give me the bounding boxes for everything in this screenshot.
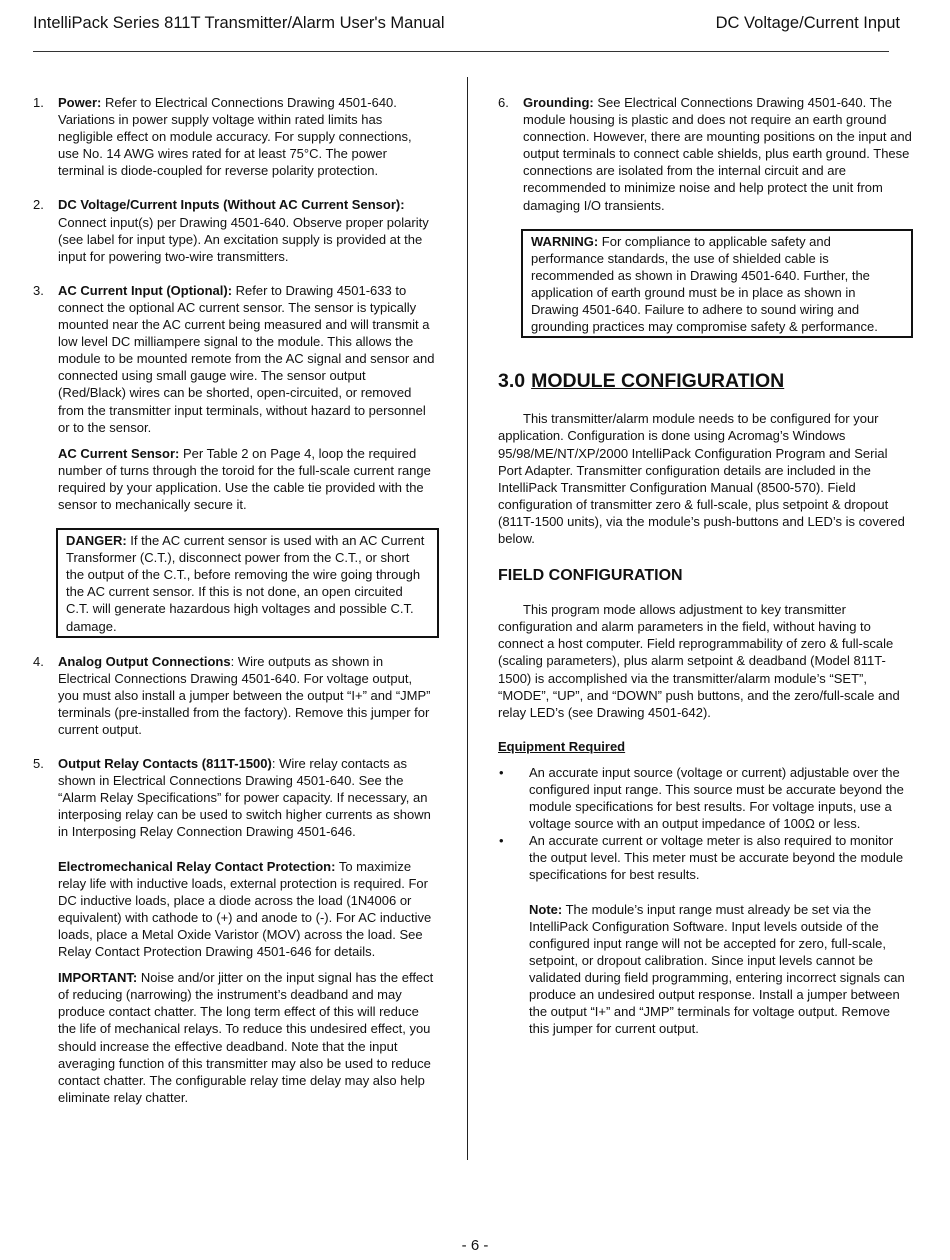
equipment-bullet xyxy=(498,764,912,832)
warning-text: For compliance to applicable safety and performance standards, the use of shielded cable is recommended as shown in Drawing 4501-640. Further, the application of earth ground must be in place as shown in Drawing 4501-640. Failure to adhere to sound wiring and grounding practices may compromise safety & performance. xyxy=(531,233,878,335)
section-title: MODULE CONFIGURATION xyxy=(531,370,785,393)
danger-box xyxy=(56,528,439,638)
item-text: : Wire relay contacts as shown in Electrical Connections Drawing 4501-640. See the “Alarm Relay Specifications” for power capacity. If necessary, an interposing relay can be used to switch higher currents as shown in Interposing Relay Connection Drawing 4501-646. xyxy=(58,756,431,840)
page-number: - 6 - xyxy=(461,1237,489,1254)
sub-lead: AC Current Sensor: xyxy=(58,445,180,461)
field-config-paragraph: This program mode allows adjustment to key transmitter configuration and alarm parameters in the field, without having to connect a host computer. Field reprogrammability of zero & full-scale (scaling parameters), plus alarm setpoint & deadband (Model 811T-1500) is accomplished via the transmitter/alarm module’s “SET”, “MODE”, “UP”, and “DOWN” push buttons, and the zero/full-scale and relay LED’s (see Drawing 4501-642). xyxy=(498,602,900,720)
section-paragraph: This transmitter/alarm module needs to be configured for your application. Configuration is done using Acromag’s Windows 95/98/ME/NT/XP/2000 IntelliPack Configuration Program and Serial Port Adapter. Transmitter configuration details are included in the IntelliPack Transmitter Configuration Manual (8500-570). Field configuration of transmitter zero & full-scale, plus setpoint & dropout (811T-1500 units), via the module’s push-buttons and LED’s is covered below. xyxy=(498,411,905,546)
item-text: Connect input(s) per Drawing 4501-640. Observe proper polarity (see label for input type). An excitation supply is provided at the input for powering two-wire transmitters. xyxy=(58,214,429,264)
bullet-symbol: • xyxy=(499,764,504,780)
left-column xyxy=(33,94,435,1106)
item-power xyxy=(33,94,435,179)
sub-lead: Electromechanical Relay Contact Protection: xyxy=(58,858,336,874)
bullet-symbol: • xyxy=(499,833,504,849)
item-text: Refer to Electrical Connections Drawing 4501-640. Variations in power supply voltage within rated limits has negligible effect on module accuracy. For supply connections, use No. 14 AWG wires rated for at least 75°C. The power terminal is diode-coupled for reverse polarity protection. xyxy=(58,95,412,179)
item-text: Refer to Drawing 4501-633 to connect the optional AC current sensor. The sensor is typically mounted near the AC current being measured and will transmit a low level DC milliampere signal to the module. This allows the module to be mounted remote from the AC signal and sensor and connected using small gauge wire. The sensor output (Red/Black) wires can be shorted, open-circuited, or removed from the transmitter input terminals, without hazard to personnel or to the sensor. xyxy=(58,282,435,435)
item-number: 4. xyxy=(33,653,44,669)
header-rule xyxy=(33,51,889,52)
item-number: 6. xyxy=(498,95,509,110)
danger-lead: DANGER: xyxy=(66,533,127,549)
bullet-text: An accurate current or voltage meter is also required to monitor the output level. This meter must be accurate beyond the module specifications for best results. xyxy=(529,833,904,883)
item-analog-output xyxy=(33,653,435,738)
bullet-text: An accurate input source (voltage or current) adjustable over the configured input range. This source must be accurate beyond the module specifications for best results. For voltage inputs, use a voltage source with an output impedance of 100Ω or less. xyxy=(529,764,904,832)
warning-lead: WARNING: xyxy=(531,233,599,249)
equipment-note xyxy=(498,901,912,1038)
sub-text: To maximize relay life with inductive loads, external protection is required. For DC inductive loads, place a diode across the load (1N4006 or equivalent) with cathode to (+) and anode to (-). For AC inductive loads, place a Metal Oxide Varistor (MOV) across the load. See Relay Contact Protection Drawing 4501-646 for details. xyxy=(58,858,432,960)
item-lead: AC Current Input (Optional): xyxy=(58,282,233,298)
right-column xyxy=(498,94,912,1037)
item-grounding xyxy=(498,94,912,214)
section-heading xyxy=(498,370,912,393)
item-lead: Output Relay Contacts (811T-1500) xyxy=(58,756,272,772)
item-dc-inputs xyxy=(33,196,435,264)
sub-text: Per Table 2 on Page 4, loop the required number of turns through the toroid for the full-scale current range required by your application. Use the cable tie provided with the sensor to mechanically secure it. xyxy=(58,445,431,512)
item-lead: DC Voltage/Current Inputs (Without AC Current Sensor): xyxy=(58,197,405,213)
equipment-bullet xyxy=(498,832,912,883)
item-lead: Grounding: xyxy=(523,95,594,110)
item-text: See Electrical Connections Drawing 4501-640. The module housing is plastic and does not require an earth ground connection. However, there are mounting positions on the input and output terminals to connect cable shields, plus earth ground. These connections are isolated from the internal circuit and are recommended to minimize noise and help protect the unit from damaging I/O transients. xyxy=(523,95,912,213)
note-text: The module’s input range must already be set via the IntelliPack Configuration Software. Input levels outside of the configured input range will not be accepted for zero, full-scale, setpoint, or dropout calibration. Since input levels cannot be validated during field programming, entering incorrect signals can produce an undesired output response. Install a jumper between the output “I+” and “JMP” terminals for voltage output. Remove this jumper for current output. xyxy=(529,901,905,1037)
item-relay-contacts xyxy=(33,755,435,1106)
sub-lead: IMPORTANT: xyxy=(58,970,138,986)
note-lead: Note: xyxy=(529,901,563,917)
header-manual-title: IntelliPack Series 811T Transmitter/Alarm User's Manual xyxy=(33,14,445,32)
field-config-heading: FIELD CONFIGURATION xyxy=(498,567,683,585)
header-section-title: DC Voltage/Current Input xyxy=(715,14,900,32)
sub-text: Noise and/or jitter on the input signal has the effect of reducing (narrowing) the instrument’s deadband and may produce contact chatter. The long term effect of this will reduce the life of mechanical relays. To reduce this undesired effect, you should increase the effective deadband. Note that the input averaging function of this transmitter may also be used to reduce contact chatter. The configurable relay time delay may also help eliminate relay chatter. xyxy=(58,970,434,1105)
equipment-heading: Equipment Required xyxy=(498,738,626,754)
warning-box xyxy=(521,229,913,339)
item-ac-current-input xyxy=(33,282,435,513)
item-number: 5. xyxy=(33,756,44,772)
item-lead: Analog Output Connections xyxy=(58,653,231,669)
item-lead: Power: xyxy=(58,95,102,110)
column-divider xyxy=(467,77,468,1160)
item-text: : Wire outputs as shown in Electrical Connections Drawing 4501-640. For voltage output, you must also install a jumper between the output “I+” and “JMP” terminals (pre-installed from the factory). Remove this jumper for current output. xyxy=(58,653,431,737)
danger-text: If the AC current sensor is used with an AC Current Transformer (C.T.), disconnect power from the C.T., or short the output of the C.T., before removing the wire going through the AC current sensor. If this is not done, an open circuited C.T. will generate hazardous high voltages and possible C.T. damage. xyxy=(66,533,425,634)
section-number: 3.0 xyxy=(498,370,526,393)
item-number: 1. xyxy=(33,95,44,110)
item-number: 3. xyxy=(33,282,44,298)
item-number: 2. xyxy=(33,197,44,213)
